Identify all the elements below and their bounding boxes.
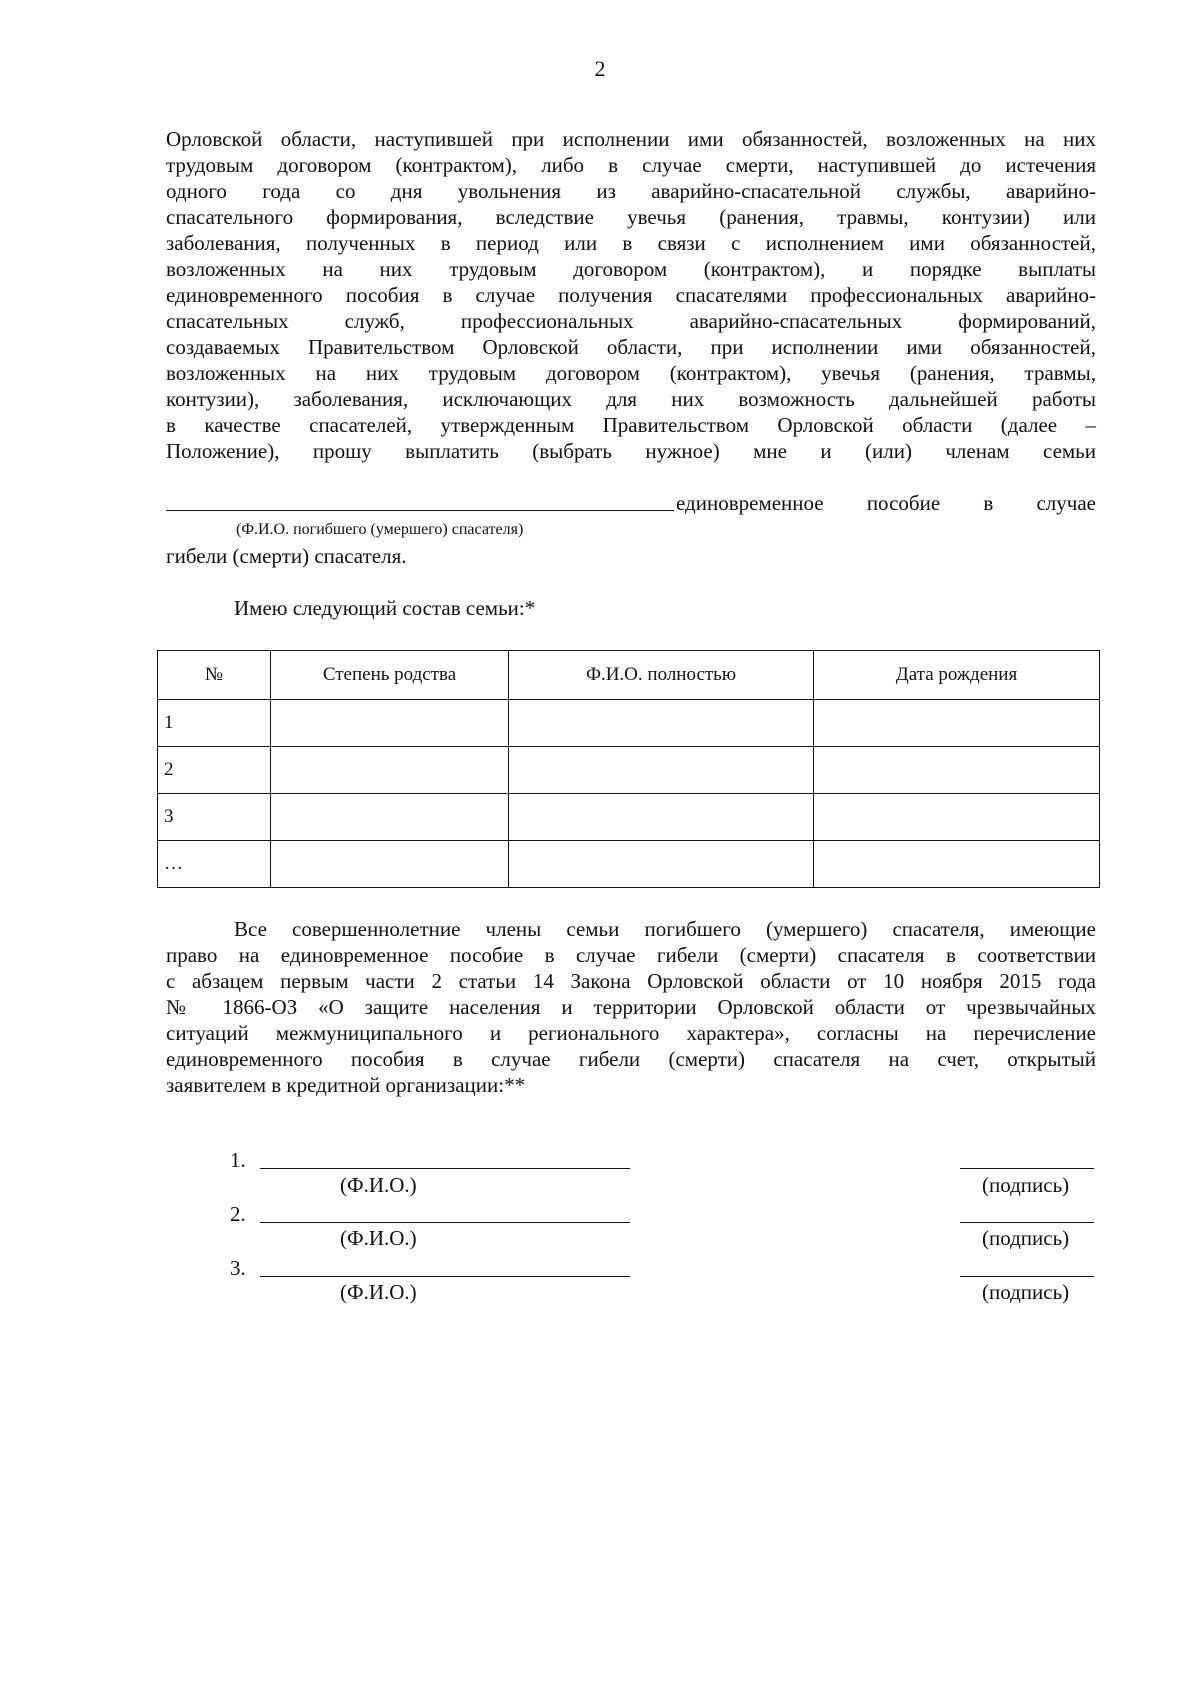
text-line: контузии), заболевания, исключающих для них возможность дальнейшей работы — [166, 387, 1096, 411]
text-line: спасательного формирования, вследствие увечья (ранения, травмы, контузии) или — [166, 205, 1096, 229]
text-line: в качестве спасателей, утвержденным Правительством Орловской области (далее – — [166, 413, 1096, 437]
row-number: 3 — [158, 794, 271, 841]
text-line: создаваемых Правительством Орловской области, при исполнении ими обязанностей, — [166, 335, 1096, 359]
table-row — [158, 747, 1100, 794]
signature-number: 1. — [230, 1148, 246, 1172]
family-table — [157, 650, 1100, 888]
row-number: 1 — [158, 700, 271, 747]
row-number: … — [158, 841, 271, 888]
relation-cell[interactable] — [271, 747, 509, 794]
fio-blank[interactable] — [260, 1276, 630, 1277]
header-birth-date: Дата рождения — [814, 651, 1100, 700]
birth-date-cell[interactable] — [814, 747, 1100, 794]
text-line: с абзацем первым части 2 статьи 14 Закона Орловской области от 10 ноября 2015 года — [166, 969, 1096, 993]
page-number: 2 — [594, 56, 606, 81]
full-name-cell[interactable] — [509, 747, 814, 794]
intro-paragraph — [166, 126, 1096, 464]
blank-tail-text: единовременное пособие в случае — [676, 491, 1096, 515]
text-line: возложенных на них трудовым договором (контрактом), и порядке выплаты — [166, 257, 1096, 281]
after-blank-text: гибели (смерти) спасателя. — [166, 544, 407, 568]
table-row — [158, 700, 1100, 747]
table-row — [158, 841, 1100, 888]
header-number: № — [158, 651, 271, 700]
fio-caption: (Ф.И.О.) — [340, 1226, 417, 1250]
text-line: ситуаций межмуниципального и регионального характера», согласны на перечисление — [166, 1021, 1096, 1045]
fio-blank[interactable] — [260, 1168, 630, 1169]
text-line: одного года со дня увольнения из аварийно-спасательной службы, аварийно- — [166, 179, 1096, 203]
full-name-cell[interactable] — [509, 794, 814, 841]
consent-paragraph — [166, 916, 1096, 1098]
text-line: № 1866-ОЗ «О защите населения и территории Орловской области от чрезвычайных — [166, 995, 1096, 1019]
full-name-cell[interactable] — [509, 700, 814, 747]
text-line: единовременного пособия в случае гибели (смерти) спасателя на счет, открытый — [166, 1047, 1096, 1071]
header-relation: Степень родства — [271, 651, 509, 700]
deceased-name-caption: (Ф.И.О. погибшего (умершего) спасателя) — [236, 521, 524, 538]
birth-date-cell[interactable] — [814, 794, 1100, 841]
text-line: спасательных служб, профессиональных аварийно-спасательных формирований, — [166, 309, 1096, 333]
header-full-name: Ф.И.О. полностью — [509, 651, 814, 700]
text-line: Положение), прошу выплатить (выбрать нужное) мне и (или) членам семьи — [166, 439, 1096, 463]
signature-blank[interactable] — [960, 1168, 1094, 1169]
full-name-cell[interactable] — [509, 841, 814, 888]
signature-number: 3. — [230, 1256, 246, 1280]
table-row — [158, 794, 1100, 841]
text-line: единовременного пособия в случае получения спасателями профессиональных аварийно- — [166, 283, 1096, 307]
family-heading: Имею следующий состав семьи:* — [234, 596, 536, 620]
birth-date-cell[interactable] — [814, 700, 1100, 747]
signature-number: 2. — [230, 1202, 246, 1226]
fio-caption: (Ф.И.О.) — [340, 1280, 417, 1304]
relation-cell[interactable] — [271, 794, 509, 841]
text-line: трудовым договором (контрактом), либо в случае смерти, наступившей до истечения — [166, 153, 1096, 177]
signature-caption: (подпись) — [982, 1280, 1070, 1304]
text-line: заявителем в кредитной организации:** — [166, 1073, 526, 1097]
fio-blank[interactable] — [260, 1222, 630, 1223]
text-line: возложенных на них трудовым договором (контрактом), увечья (ранения, травмы, — [166, 361, 1096, 385]
signature-blank[interactable] — [960, 1222, 1094, 1223]
signature-caption: (подпись) — [982, 1173, 1070, 1197]
row-number: 2 — [158, 747, 271, 794]
deceased-name-row — [166, 490, 1096, 516]
relation-cell[interactable] — [271, 841, 509, 888]
table-header-row — [158, 651, 1100, 700]
text-line: Орловской области, наступившей при исполнении ими обязанностей, возложенных на них — [166, 127, 1096, 151]
deceased-name-blank[interactable] — [166, 510, 674, 511]
fio-caption: (Ф.И.О.) — [340, 1173, 417, 1197]
signature-caption: (подпись) — [982, 1226, 1070, 1250]
text-line: право на единовременное пособие в случае гибели (смерти) спасателя в соответствии — [166, 943, 1096, 967]
relation-cell[interactable] — [271, 700, 509, 747]
text-line: заболевания, полученных в период или в связи с исполнением ими обязанностей, — [166, 231, 1096, 255]
text-line: Все совершеннолетние члены семьи погибшего (умершего) спасателя, имеющие — [234, 917, 1096, 941]
birth-date-cell[interactable] — [814, 841, 1100, 888]
signature-blank[interactable] — [960, 1276, 1094, 1277]
